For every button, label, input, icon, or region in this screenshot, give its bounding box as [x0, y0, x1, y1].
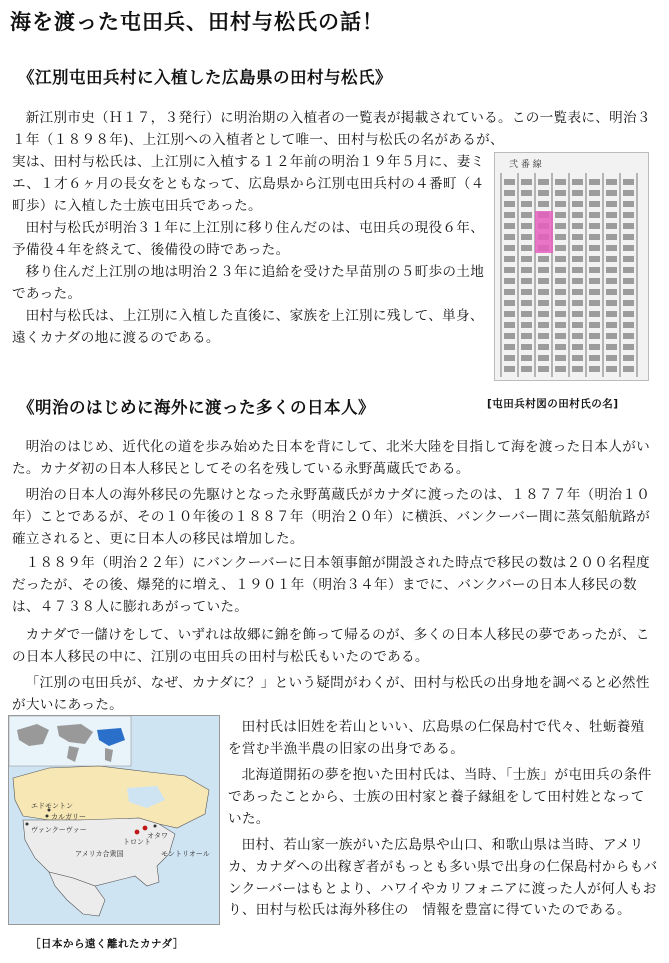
- register-photo: [494, 152, 649, 381]
- register-entry-mark: [606, 179, 617, 185]
- register-entry-mark: [555, 190, 566, 196]
- register-entry-mark: [572, 245, 583, 251]
- register-entry-mark: [521, 245, 532, 251]
- register-entry-mark: [606, 289, 617, 295]
- section2-right-paragraph-1: 田村氏は旧姓を若山といい、広島県の仁保島村で代々、牡蛎養殖を営む半漁半農の旧家の出身である。: [228, 719, 645, 757]
- register-entry-mark: [555, 322, 566, 328]
- register-entry-mark: [504, 322, 515, 328]
- register-entry-mark: [521, 311, 532, 317]
- city-dot-toronto: [135, 830, 140, 835]
- register-entry-mark: [521, 179, 532, 185]
- map-label-montreal: モントリオール: [161, 850, 210, 858]
- canada-map-image: [9, 716, 220, 925]
- register-entry-mark: [538, 300, 549, 306]
- register-entry-mark: [555, 333, 566, 339]
- register-entry-mark: [504, 256, 515, 262]
- register-entry-mark: [521, 234, 532, 240]
- canada-map: [8, 715, 220, 925]
- section1-paragraph-3: 田村与松氏が明治３１年に上江別に移り住んだのは、屯田兵の現役６年、予備役４年を終えて、後備役の時であった。: [12, 220, 485, 258]
- register-entry-mark: [589, 333, 600, 339]
- register-entry-mark: [504, 201, 515, 207]
- register-entry-mark: [521, 223, 532, 229]
- register-entry-mark: [572, 355, 583, 361]
- register-entry-mark: [589, 256, 600, 262]
- register-entry-mark: [623, 300, 634, 306]
- section2-paragraph-5: 「江別の屯田兵が、なぜ、カナダに？」という疑問がわくが、田村与松氏の出身地を調べると必然性が大いにあった。: [12, 675, 650, 713]
- register-entry-mark: [521, 355, 532, 361]
- register-entry-mark: [623, 355, 634, 361]
- register-entry-mark: [521, 344, 532, 350]
- section1-paragraph-2: 実は、田村与松氏は、上江別に入植する１２年前の明治１９年５月に、妻ミエ、１才６ヶ月の長女をともなって、広島県から江別屯田兵村の４番町（４町歩）に入植した士族屯田兵であった。: [12, 154, 485, 214]
- register-entry-mark: [623, 333, 634, 339]
- register-entry-mark: [538, 201, 549, 207]
- register-entry-mark: [606, 322, 617, 328]
- register-photo-image: [495, 153, 649, 381]
- photo-caption: [屯田兵村図の田村氏の名]: [487, 398, 619, 410]
- register-entry-mark: [521, 256, 532, 262]
- register-entry-mark: [572, 322, 583, 328]
- register-entry-mark: [589, 344, 600, 350]
- highlight-mark: [535, 211, 553, 253]
- register-entry-mark: [623, 322, 634, 328]
- register-entry-mark: [589, 267, 600, 273]
- section1-heading: 《江別屯田兵村に入植した広島県の田村与松氏》: [18, 68, 392, 87]
- register-entry-mark: [555, 344, 566, 350]
- register-entry-mark: [572, 223, 583, 229]
- register-entry-mark: [504, 289, 515, 295]
- register-entry-mark: [555, 289, 566, 295]
- register-entry-mark: [521, 267, 532, 273]
- register-entry-mark: [589, 355, 600, 361]
- register-entry-mark: [504, 311, 515, 317]
- register-entry-mark: [623, 344, 634, 350]
- register-entry-mark: [572, 256, 583, 262]
- register-entry-mark: [606, 267, 617, 273]
- register-entry-mark: [572, 179, 583, 185]
- register-entry-mark: [606, 300, 617, 306]
- register-entry-mark: [589, 245, 600, 251]
- register-entry-mark: [589, 311, 600, 317]
- city-dot-ottawa: [143, 826, 148, 831]
- register-entry-mark: [589, 366, 600, 372]
- register-entry-mark: [623, 311, 634, 317]
- register-entry-mark: [623, 179, 634, 185]
- register-entry-mark: [589, 190, 600, 196]
- register-entry-mark: [538, 322, 549, 328]
- register-entry-mark: [538, 278, 549, 284]
- map-label-toronto: トロント: [123, 838, 151, 846]
- register-entry-mark: [589, 212, 600, 218]
- register-entry-mark: [572, 311, 583, 317]
- register-entry-mark: [538, 267, 549, 273]
- register-entry-mark: [521, 190, 532, 196]
- register-entry-mark: [555, 355, 566, 361]
- register-entry-mark: [504, 278, 515, 284]
- register-entry-mark: [504, 355, 515, 361]
- register-entry-mark: [572, 212, 583, 218]
- register-entry-mark: [521, 300, 532, 306]
- map-label-vancouver: ヴァンクーヴァー: [31, 826, 87, 834]
- city-dot-vancouver: [26, 823, 29, 826]
- register-entry-mark: [572, 267, 583, 273]
- register-entry-mark: [555, 311, 566, 317]
- register-entry-mark: [589, 289, 600, 295]
- register-entry-mark: [555, 278, 566, 284]
- section2-paragraph-4: カナダで一儲けをして、いずれは故郷に錦を飾って帰るのが、多くの日本人移民の夢であったが、この日本人移民の中に、江別の屯田兵の田村与松氏もいたのである。: [12, 627, 650, 665]
- register-entry-mark: [606, 212, 617, 218]
- city-dot-calgary: [46, 815, 49, 818]
- register-entry-mark: [504, 245, 515, 251]
- register-entry-mark: [555, 300, 566, 306]
- register-entry-mark: [606, 234, 617, 240]
- register-entry-mark: [623, 366, 634, 372]
- register-entry-mark: [538, 256, 549, 262]
- register-entry-mark: [555, 256, 566, 262]
- register-entry-mark: [606, 366, 617, 372]
- register-entry-mark: [521, 278, 532, 284]
- section1-paragraph-4: 移り住んだ上江別の地は明治２３年に追給を受けた早苗別の５町歩の土地であった。: [12, 264, 485, 302]
- register-entry-mark: [521, 212, 532, 218]
- register-entry-mark: [606, 344, 617, 350]
- register-entry-mark: [555, 245, 566, 251]
- register-entry-mark: [572, 344, 583, 350]
- map-label-usa: アメリカ合衆国: [75, 850, 124, 858]
- map-label-edmonton: エドモントン: [31, 802, 73, 810]
- register-entry-mark: [504, 344, 515, 350]
- section1-paragraph-5: 田村与松氏は、上江別に入植した直後に、家族を上江別に残して、単身、遠くカナダの地に渡るのである。: [12, 308, 484, 346]
- register-entry-mark: [572, 278, 583, 284]
- register-entry-mark: [538, 366, 549, 372]
- register-entry-mark: [623, 245, 634, 251]
- register-entry-mark: [606, 223, 617, 229]
- register-entry-mark: [504, 267, 515, 273]
- register-entry-mark: [589, 300, 600, 306]
- register-entry-mark: [555, 212, 566, 218]
- register-entry-mark: [623, 289, 634, 295]
- register-entry-mark: [504, 234, 515, 240]
- section2-paragraph-2: 明治の日本人の海外移民の先駆けとなった永野萬蔵氏がカナダに渡ったのは、１８７７年（明治１０年）ことであるが、その１０年後の１８８７年（明治２０年）に横浜、バンクーバー間に蒸気船航路が確立されると、更に日本人の移民は増加した。: [12, 487, 651, 547]
- register-entry-mark: [589, 278, 600, 284]
- section2-right-paragraph-2: 北海道開拓の夢を抱いた田村氏は、当時、「士族」が屯田兵の条件であったことから、士族の田村家と養子縁組をして田村姓となっていた。: [228, 767, 652, 827]
- register-entry-mark: [623, 256, 634, 262]
- register-entry-mark: [623, 267, 634, 273]
- register-entry-mark: [589, 223, 600, 229]
- register-entry-mark: [623, 278, 634, 284]
- register-entry-mark: [521, 289, 532, 295]
- register-entry-mark: [606, 201, 617, 207]
- register-entry-mark: [555, 201, 566, 207]
- register-entry-mark: [606, 333, 617, 339]
- register-entry-mark: [521, 201, 532, 207]
- section1-paragraph-1: 新江別市史（Ｈ１７，３発行）に明治期の入植者の一覧表が掲載されている。この一覧表に、明治３１年（１８９８年)、上江別への入植者として唯一、田村与松氏の名があるが、: [12, 110, 651, 148]
- register-entry-mark: [538, 289, 549, 295]
- register-entry-mark: [606, 311, 617, 317]
- register-entry-mark: [504, 212, 515, 218]
- register-entry-mark: [555, 267, 566, 273]
- register-entry-mark: [623, 201, 634, 207]
- register-entry-mark: [572, 333, 583, 339]
- register-entry-mark: [606, 190, 617, 196]
- register-entry-mark: [504, 333, 515, 339]
- register-entry-mark: [589, 179, 600, 185]
- map-label-calgary: カルガリー: [51, 813, 86, 821]
- section2-paragraph-1: 明治のはじめ、近代化の道を歩み始めた日本を背にして、北米大陸を目指して海を渡った日本人がいた。カナダ初の日本人移民としてその名を残している永野萬蔵氏である。: [12, 439, 650, 477]
- register-entry-mark: [504, 190, 515, 196]
- section2-paragraph-3: １８８９年（明治２２年）にバンクーバーに日本領事館が開設された時点で移民の数は２００名程度だったが、その後、爆発的に増え、１９０１年（明治３４年）までに、バンクバーの日本人移民の数は、４７３８人に膨れあがっていた。: [12, 555, 650, 615]
- register-entry-mark: [589, 234, 600, 240]
- register-entry-mark: [504, 300, 515, 306]
- register-entry-mark: [555, 223, 566, 229]
- page-title: 海を渡った屯田兵、田村与松氏の話！: [10, 10, 384, 34]
- register-entry-mark: [504, 179, 515, 185]
- register-entry-mark: [623, 234, 634, 240]
- section2-right-paragraph-3: 田村、若山家一族がいた広島県や山口、和歌山県は当時、アメリカ、カナダへの出稼ぎ者がもっとも多い県で出身の仁保島村からもバンクーバーはもとより、ハワイやカリフォニアに渡った人が何人もおり、田村与松氏は海外移住の 情報を豊富に得ていたのである。: [228, 837, 658, 919]
- register-entry-mark: [572, 289, 583, 295]
- register-entry-mark: [538, 311, 549, 317]
- register-entry-mark: [572, 366, 583, 372]
- register-entry-mark: [606, 245, 617, 251]
- register-entry-mark: [521, 333, 532, 339]
- register-entry-mark: [623, 212, 634, 218]
- register-entry-mark: [589, 322, 600, 328]
- register-entry-mark: [504, 366, 515, 372]
- register-photo-header: 弐 番 線: [509, 160, 542, 170]
- section2-heading: 《明治のはじめに海外に渡った多くの日本人》: [18, 398, 375, 417]
- register-entry-mark: [606, 278, 617, 284]
- register-entry-mark: [504, 223, 515, 229]
- register-entry-mark: [555, 234, 566, 240]
- register-entry-mark: [589, 201, 600, 207]
- register-entry-mark: [606, 355, 617, 361]
- map-caption: ［日本から遠く離れたカナダ］: [30, 938, 184, 950]
- register-entry-mark: [521, 366, 532, 372]
- register-entry-mark: [538, 333, 549, 339]
- register-entry-mark: [606, 256, 617, 262]
- register-entry-mark: [521, 322, 532, 328]
- register-entry-mark: [538, 355, 549, 361]
- register-entry-mark: [538, 190, 549, 196]
- register-entry-mark: [538, 344, 549, 350]
- register-entry-mark: [572, 190, 583, 196]
- city-dot-montreal: [154, 825, 157, 828]
- register-entry-mark: [555, 366, 566, 372]
- register-entry-mark: [572, 234, 583, 240]
- register-entry-mark: [555, 179, 566, 185]
- register-entry-mark: [572, 300, 583, 306]
- register-entry-mark: [623, 223, 634, 229]
- register-entry-mark: [623, 190, 634, 196]
- register-entry-mark: [538, 179, 549, 185]
- register-entry-mark: [572, 201, 583, 207]
- map-label-ottawa: オタワ: [147, 832, 168, 840]
